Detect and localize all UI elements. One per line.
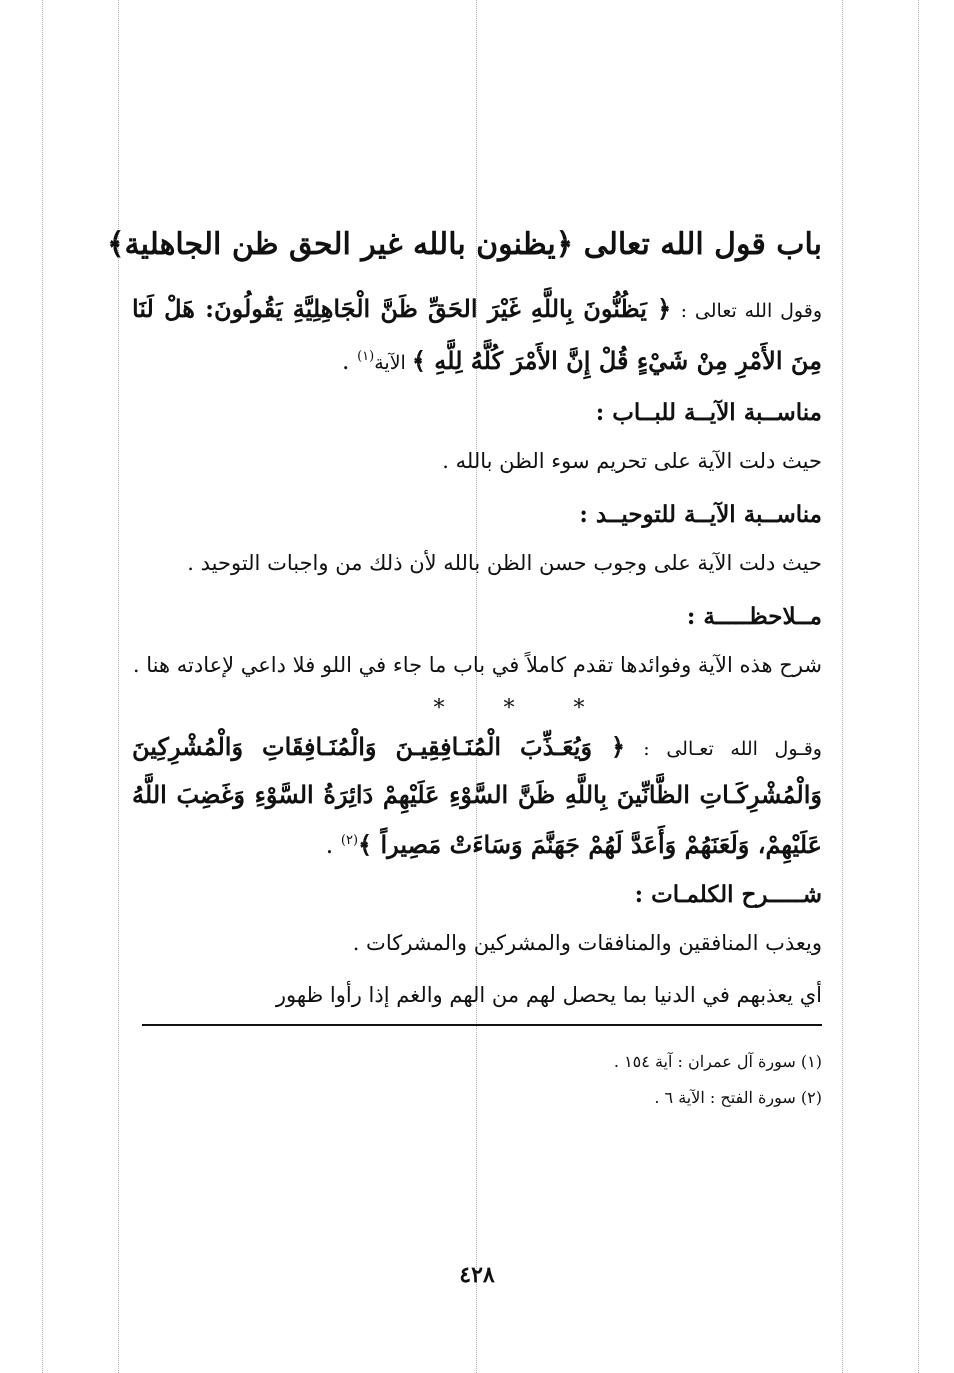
footnotes — [132, 1044, 822, 1116]
chapter-title: باب قول الله تعالى ﴿يظنون بالله غير الحق ظن الجاهلية﴾ — [106, 227, 822, 262]
scan-dotted-line — [918, 0, 919, 1373]
page-content — [106, 222, 822, 1116]
text-word-explanation-2: أي يعذبهم في الدنيا بما يحصل لهم من الهم والغم إذا رأوا ظهور — [275, 983, 822, 1007]
footnote-ref: (٢) — [340, 833, 359, 848]
section-ornament: * * * — [433, 696, 611, 721]
verse-tail: الآية — [374, 352, 412, 374]
heading-note: مــلاحظـــــة : — [686, 603, 822, 630]
footnote-ref: (١) — [357, 349, 375, 364]
quran-verse: ﴿ يَظُنُّونَ بِاللَّهِ غَيْرَ الحَقِّ ظَنَّ الْجَاهِلِيَّةِ يَقُولُونَ: هَلْ لَنَا مِنَ الأَمْرِ مِنْ شَيْءٍ قُلْ إِنَّ الأَمْرَ كُلَّهُ لِلَّهِ ﴾ — [132, 294, 822, 375]
footnote-1: (١) سورة آل عمران : آية ١٥٤ . — [613, 1052, 822, 1071]
quote-intro: وقول الله تعالى : — [680, 300, 822, 322]
text-relevance-to-chapter: حيث دلت الآية على تحريم سوء الظن بالله . — [442, 449, 822, 473]
quran-verse: ﴿ وَيُعَـذِّبَ الْمُنَـافِقِيـنَ وَالْمُنَـافِقَاتِ وَالْمُشْرِكِينَ وَالْمُشْرِكَـاتِ الظَّانِّينَ بِاللَّهِ ظَنَّ السَّوْءِ عَلَيْهِمْ دَائِرَةُ السَّوْءِ وَغَضِبَ اللَّهُ عَلَيْهِمْ، وَلَعَنَهُمْ وَأَعَدَّ لَهُمْ جَهَنَّمَ وَسَاءَتْ مَصِيراً ﴾ — [132, 732, 822, 859]
text-word-explanation-1: ويعذب المنافقين والمنافقات والمشركين والمشركات . — [352, 931, 822, 955]
heading-relevance-to-chapter: مناســبة الآيــة للبــاب : — [595, 399, 822, 426]
heading-word-explanation: شـــــرح الكلمـات : — [634, 881, 822, 908]
page-number: ٤٢٨ — [459, 1262, 495, 1288]
scan-dotted-line — [42, 0, 43, 1373]
second-quran-quote — [132, 724, 822, 868]
heading-relevance-to-tawhid: مناســبة الآيــة للتوحيــد : — [579, 501, 822, 528]
first-quran-quote — [132, 286, 822, 386]
quote-intro: وقـول الله تعـالى : — [643, 738, 822, 760]
text-note: شرح هذه الآية وفوائدها تقدم كاملاً في باب ما جاء في اللو فلا داعي لإعادته هنا . — [132, 653, 822, 677]
text-relevance-to-tawhid: حيث دلت الآية على وجوب حسن الظن بالله لأن ذلك من واجبات التوحيد . — [187, 551, 822, 575]
scan-dotted-line — [118, 0, 119, 1373]
verse-end: . — [341, 347, 358, 375]
scan-dotted-line — [842, 0, 843, 1373]
footnote-2: (٢) سورة الفتح : الآية ٦ . — [654, 1088, 822, 1107]
verse-end: . — [325, 831, 341, 859]
footnote-divider — [142, 1024, 822, 1026]
